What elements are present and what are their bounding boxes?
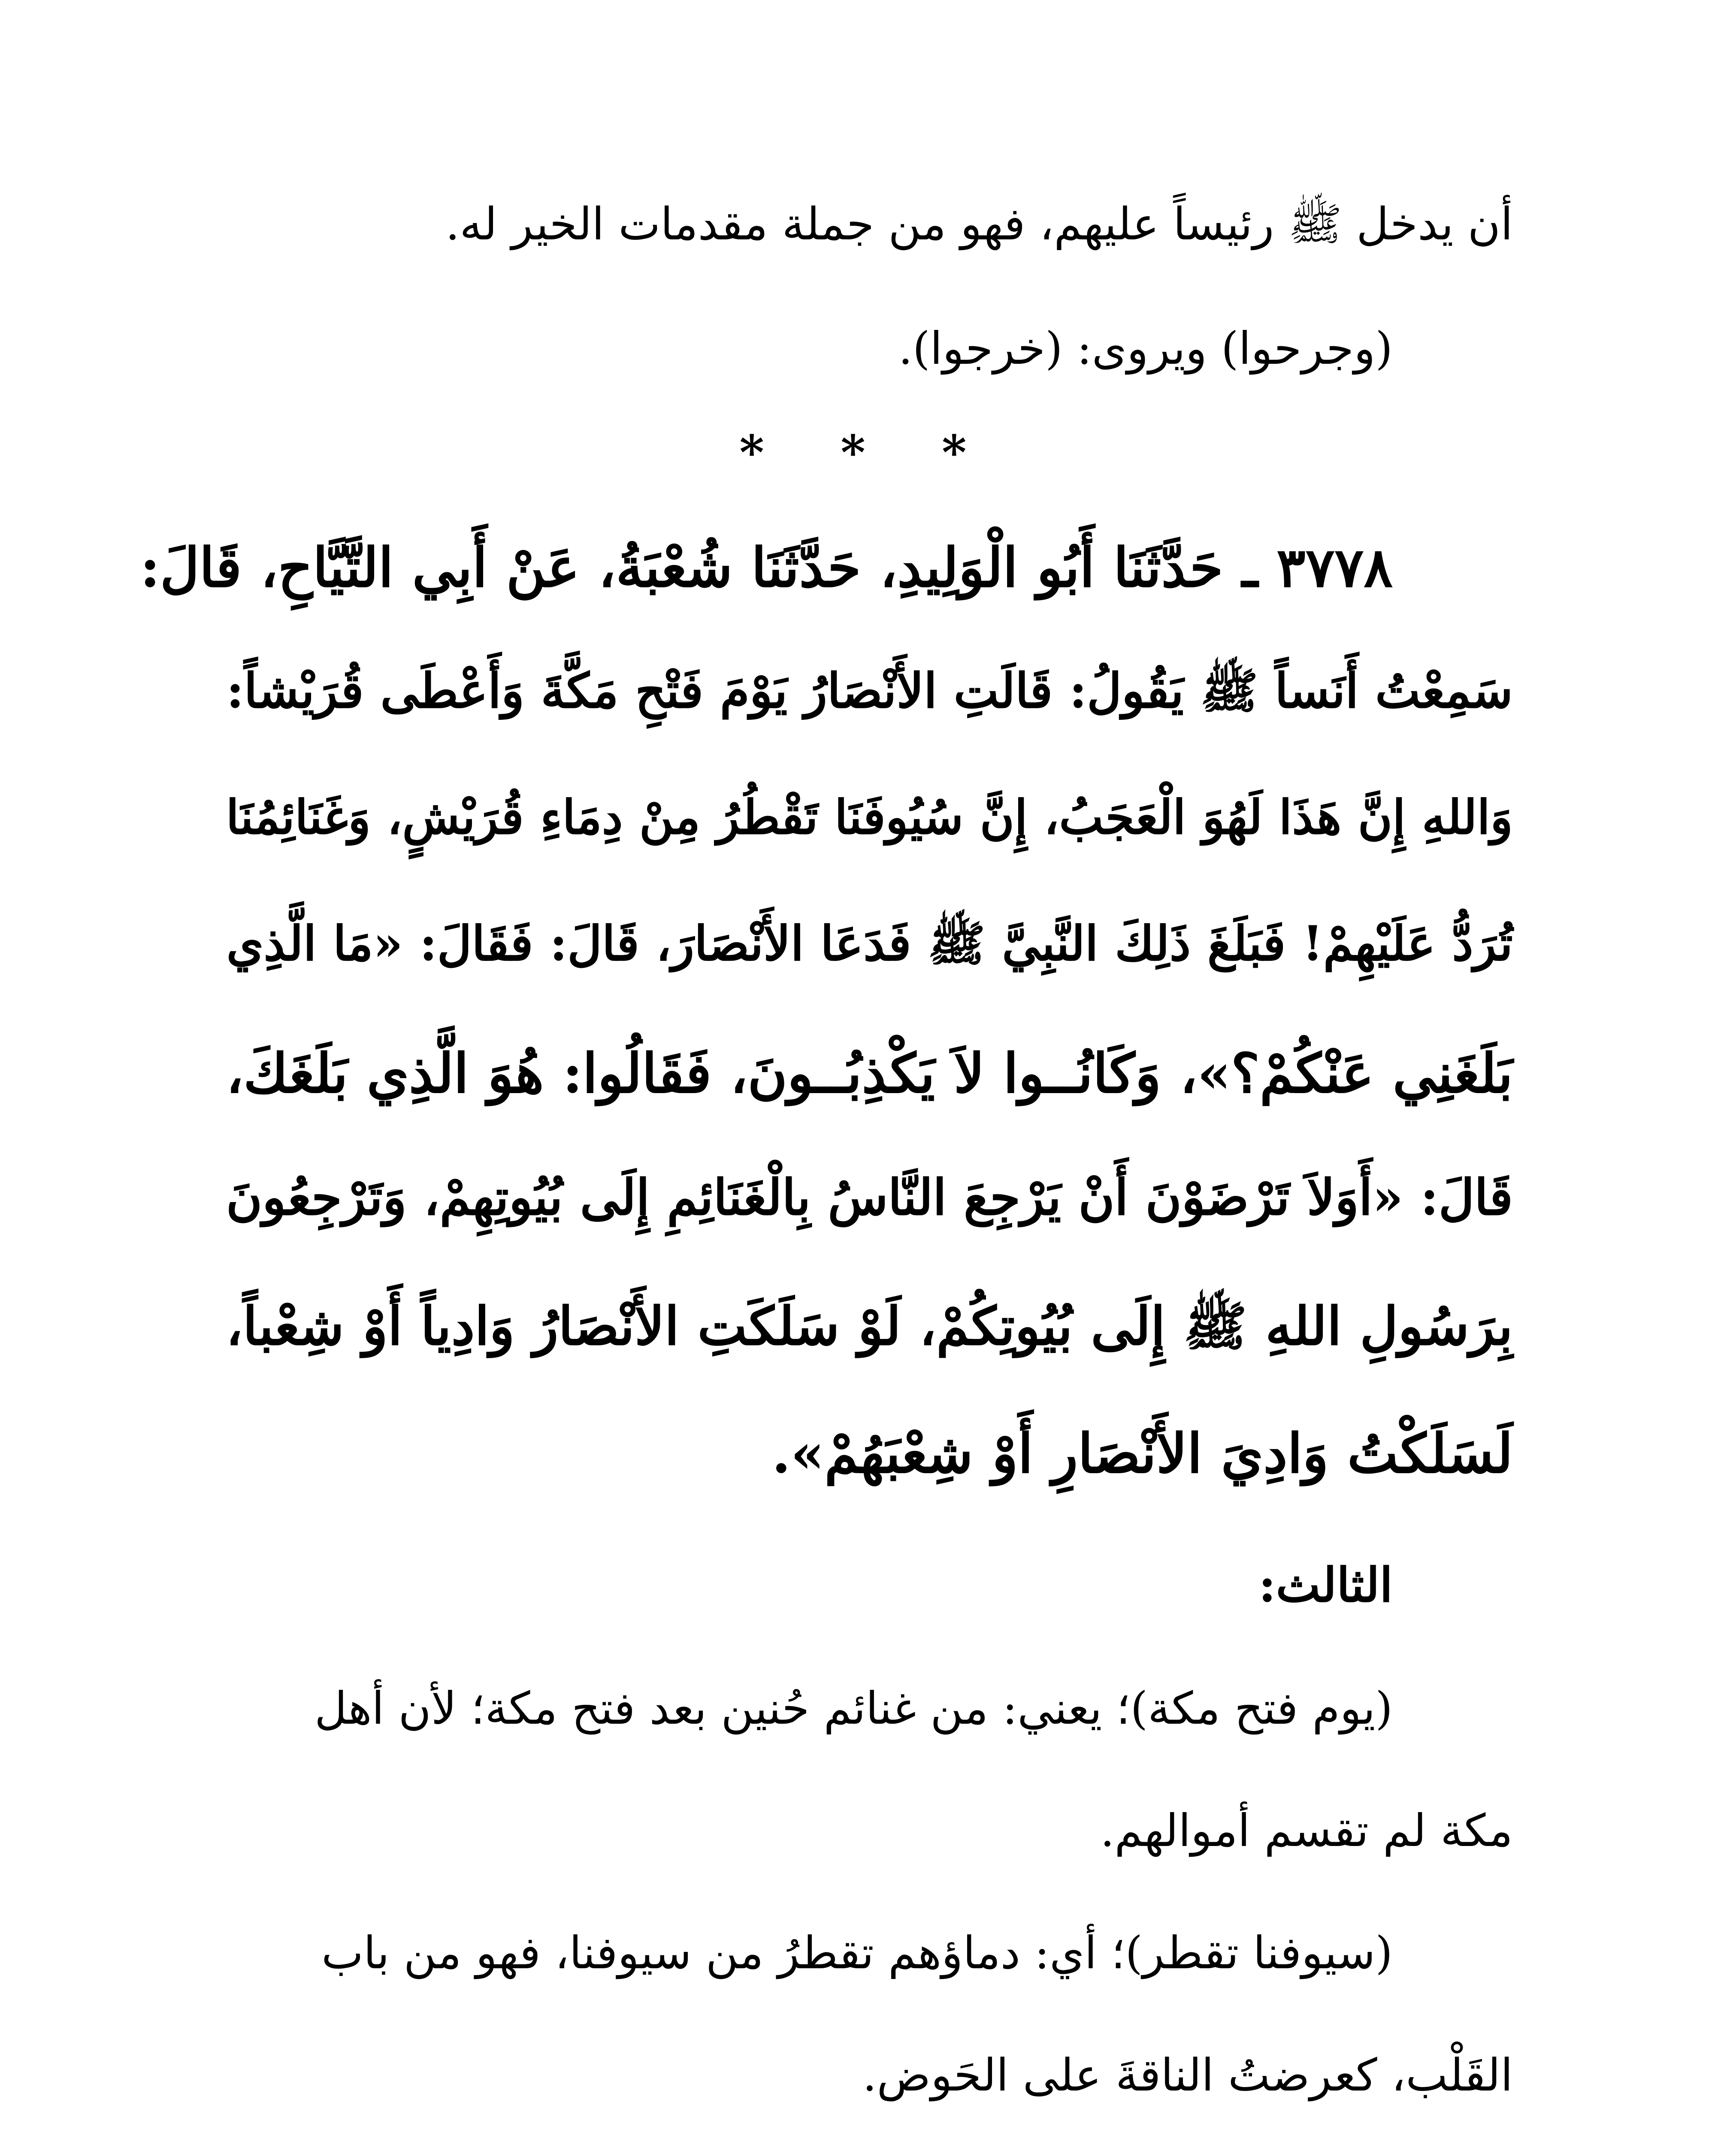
hadith-line: لَسَلَكْتُ وَادِيَ الأَنْصَارِ أَوْ شِعْبَهُمْ». — [771, 1422, 1513, 1485]
hadith-line: بِرَسُولِ اللهِ ﷺ إِلَى بُيُوتِكُمْ، لَوْ سَلَكَتِ الأَنْصَارُ وَادِياً أَوْ شِعْباً، — [226, 1295, 1513, 1357]
hadith-line: بَلَغَنِي عَنْكُمْ؟»، وَكَانُــوا لاَ يَكْذِبُــونَ، فَقَالُوا: هُوَ الَّذِي بَلَغَكَ، — [226, 1042, 1513, 1105]
hadith-line: ٣٧٧٨ ـ حَدَّثَنَا أَبُو الْوَلِيدِ، حَدَّثَنَا شُعْبَةُ، عَنْ أَبِي التَّيَّاحِ، قَالَ: — [140, 536, 1393, 599]
commentary-line: (سيوفنا تقطر)؛ أي: دماؤهم تقطرُ من سيوفنا، فهو من باب — [321, 1927, 1393, 1979]
hadith-line: تُرَدُّ عَلَيْهِمْ! فَبَلَغَ ذَلِكَ النَّبِيَّ ﷺ فَدَعَا الأَنْصَارَ، قَالَ: فَقَالَ: «مَا الَّذِي — [226, 916, 1513, 972]
commentary-line: مكة لم تقسم أموالهم. — [1100, 1804, 1513, 1857]
hadith-line: وَاللهِ إِنَّ هَذَا لَهُوَ الْعَجَبُ، إِنَّ سُيُوفَنَا تَقْطُرُ مِنْ دِمَاءِ قُرَيْشٍ، وَغَنَائِمُنَا — [226, 789, 1513, 845]
section-heading: الثالث: — [1258, 1557, 1393, 1613]
hadith-line: قَالَ: «أَوَلاَ تَرْضَوْنَ أَنْ يَرْجِعَ النَّاسُ بِالْغَنَائِمِ إِلَى بُيُوتِهِمْ، وَتَرْجِعُونَ — [226, 1169, 1513, 1227]
section-separator: * * * — [739, 425, 997, 480]
commentary-line: القَلْب، كعرضتُ الناقةَ على الحَوض. — [862, 2049, 1513, 2101]
hadith-line: سَمِعْتُ أَنَساً ﷺ يَقُولُ: قَالَتِ الأَنْصَارُ يَوْمَ فَتْحِ مَكَّةَ وَأَعْطَى قُرَيْشاً: — [226, 663, 1513, 719]
commentary-line: أن يدخل ﷺ رئيساً عليهم، فهو من جملة مقدمات الخير له. — [445, 198, 1513, 250]
commentary-line: (يوم فتح مكة)؛ يعني: من غنائم حُنين بعد فتح مكة؛ لأن أهل — [314, 1682, 1393, 1734]
commentary-line: (وجرحوا) ويروى: (خرجوا). — [898, 322, 1393, 375]
